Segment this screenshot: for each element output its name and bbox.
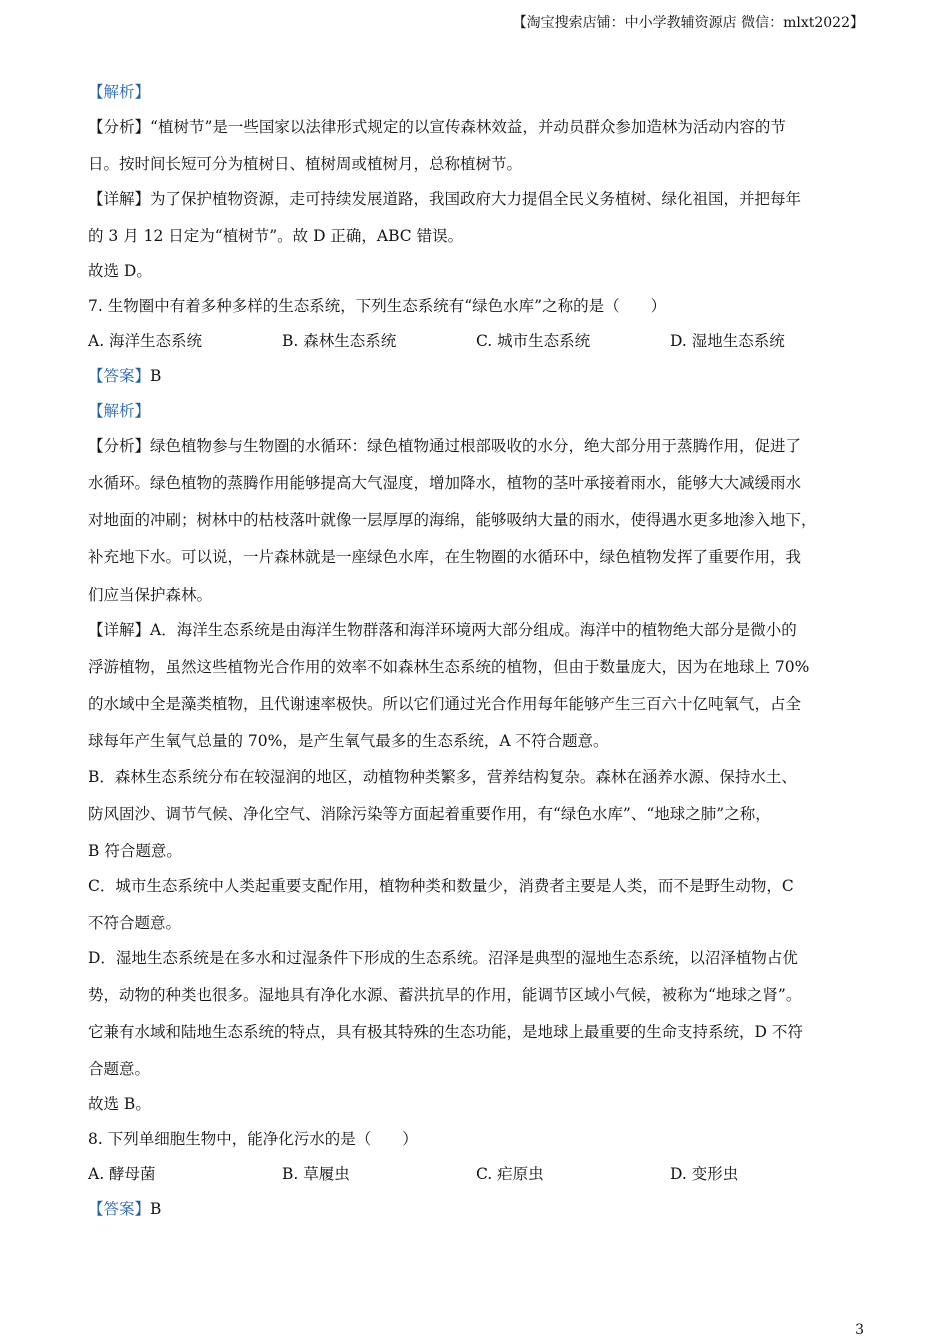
q7-detail-line-13: 合题意。 (88, 1060, 151, 1078)
jiexi-heading-2: 【解析】 (88, 402, 151, 420)
q8-option-c: C. 疟原虫 (476, 1165, 544, 1183)
q7-detail-line-8: C．城市生态系统中人类起重要支配作用，植物种类和数量少，消费者主要是人类，而不是野生动物，C (88, 877, 794, 895)
xiangjie-line-2: 的 3 月 12 日定为“植树节”。故 D 正确，ABC 错误。 (88, 227, 464, 245)
q7-detail-line-9: 不符合题意。 (88, 914, 182, 932)
conclusion-2: 故选 B。 (88, 1095, 151, 1113)
q7-fenxi-line-4: 补充地下水。可以说，一片森林就是一座绿色水库，在生物圈的水循环中，绿色植物发挥了重要作用，我 (88, 548, 802, 566)
q7-fenxi-line-5: 们应当保护森林。 (88, 586, 213, 604)
q8-option-d: D. 变形虫 (670, 1165, 739, 1183)
q7-fenxi-line-1: 【分析】绿色植物参与生物圈的水循环：绿色植物通过根部吸收的水分，绝大部分用于蒸腾作用，促进了 (88, 437, 802, 455)
q7-option-b: B. 森林生态系统 (282, 332, 397, 350)
jiexi-heading-1: 【解析】 (88, 83, 151, 101)
q8-option-a: A. 酵母菌 (88, 1165, 156, 1183)
fenxi-paragraph-1: 【分析】“植树节”是一些国家以法律形式规定的以宣传森林效益，并动员群众参加造林为活动内容的节 (88, 118, 786, 136)
question-8: 8. 下列单细胞生物中，能净化污水的是（ ） (88, 1130, 418, 1148)
page-number: 3 (855, 1322, 864, 1338)
conclusion-1: 故选 D。 (88, 262, 152, 280)
q7-option-c: C. 城市生态系统 (476, 332, 591, 350)
xiangjie-tag: 【详解】 (88, 190, 151, 208)
q7-fenxi-line-2: 水循环。绿色植物的蒸腾作用能够提高大气湿度，增加降水，植物的茎叶承接着雨水，能够大大减缓雨水 (88, 474, 802, 492)
q7-detail-line-11: 势，动物的种类也很多。湿地具有净化水源、蓄洪抗旱的作用，能调节区域小气候，被称为“地球之肾”。 (88, 986, 802, 1004)
q8-answer: 【答案】B (88, 1200, 162, 1218)
q7-detail-line-3: 的水域中全是藻类植物，且代谢速率极快。所以它们通过光合作用每年能够产生三百六十亿吨氧气，占全 (88, 695, 802, 713)
page-header: 【淘宝搜索店铺：中小学教辅资源店 微信：mlxt2022】 (512, 15, 864, 31)
question-7: 7. 生物圈中有着多种多样的生态系统，下列生态系统有“绿色水库”之称的是（ ） (88, 297, 667, 315)
xiangjie-paragraph-1: 【详解】为了保护植物资源，走可持续发展道路，我国政府大力提倡全民义务植树、绿化祖国，并把每年 (88, 190, 802, 208)
q7-detail-line-2: 浮游植物，虽然这些植物光合作用的效率不如森林生态系统的植物，但由于数量庞大，因为在地球上 70% (88, 658, 810, 676)
q7-fenxi-line-3: 对地面的冲刷；树林中的枯枝落叶就像一层厚厚的海绵，能够吸纳大量的雨水，使得遇水更多地渗入地下， (88, 511, 817, 529)
q7-detail-line-1: 【详解】A．海洋生态系统是由海洋生物群落和海洋环境两大部分组成。海洋中的植物绝大部分是微小的 (88, 621, 797, 639)
q7-detail-line-6: 防风固沙、调节气候、净化空气、消除污染等方面起着重要作用，有“绿色水库”、“地球之肺”之称， (88, 805, 771, 823)
fenxi-tag: 【分析】 (88, 118, 151, 136)
fenxi-line-2: 日。按时间长短可分为植树日、植树周或植树月，总称植树节。 (88, 155, 523, 173)
q7-detail-line-12: 它兼有水域和陆地生态系统的特点，具有极其特殊的生态功能，是地球上最重要的生命支持系统，D 不符 (88, 1023, 803, 1041)
q7-answer: 【答案】B (88, 367, 162, 385)
q7-option-a: A. 海洋生态系统 (88, 332, 203, 350)
q8-option-b: B. 草履虫 (282, 1165, 350, 1183)
q7-detail-line-7: B 符合题意。 (88, 842, 182, 860)
q7-detail-line-5: B．森林生态系统分布在较湿润的地区，动植物种类繁多，营养结构复杂。森林在涵养水源、保持水土、 (88, 768, 797, 786)
q7-detail-line-4: 球每年产生氧气总量的 70%，是产生氧气最多的生态系统，A 不符合题意。 (88, 732, 609, 750)
q7-detail-line-10: D．湿地生态系统是在多水和过湿条件下形成的生态系统。沼泽是典型的湿地生态系统，以沼泽植物占优 (88, 949, 798, 967)
q7-option-d: D. 湿地生态系统 (670, 332, 785, 350)
